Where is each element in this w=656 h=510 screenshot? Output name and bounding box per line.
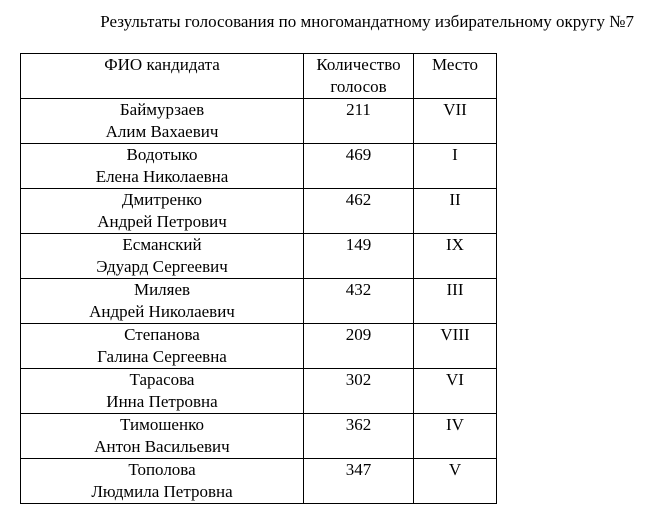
candidate-given-names: Алим Вахаевич — [105, 122, 219, 141]
candidate-given-names: Андрей Николаевич — [89, 302, 235, 321]
votes-cell: 302 — [304, 369, 414, 414]
table-row — [21, 324, 497, 369]
table-row — [21, 279, 497, 324]
header-place: Место — [414, 54, 497, 99]
votes-cell: 462 — [304, 189, 414, 234]
candidate-surname: Баймурзаев — [119, 100, 205, 119]
place-cell: I — [414, 144, 497, 189]
candidate-name-cell — [21, 459, 304, 504]
table-row — [21, 414, 497, 459]
page-title: Результаты голосования по многомандатному избирательному округу №7 — [100, 12, 634, 31]
place-cell: VI — [414, 369, 497, 414]
place-cell: IV — [414, 414, 497, 459]
candidate-given-names: Елена Николаевна — [95, 167, 229, 186]
header-votes — [304, 54, 414, 99]
table-row — [21, 99, 497, 144]
votes-cell: 347 — [304, 459, 414, 504]
place-cell: II — [414, 189, 497, 234]
table-row — [21, 459, 497, 504]
candidate-given-names: Инна Петровна — [106, 392, 218, 411]
candidate-name-cell — [21, 414, 304, 459]
candidate-name-cell — [21, 324, 304, 369]
table-row — [21, 234, 497, 279]
candidate-surname: Миляев — [133, 280, 191, 299]
header-votes-line2: голосов — [330, 77, 387, 96]
candidate-given-names: Людмила Петровна — [91, 482, 233, 501]
candidate-name-cell — [21, 279, 304, 324]
place-cell: VII — [414, 99, 497, 144]
header-row — [21, 54, 497, 99]
votes-cell: 149 — [304, 234, 414, 279]
place-cell: III — [414, 279, 497, 324]
candidate-given-names: Эдуард Сергеевич — [96, 257, 228, 276]
votes-cell: 211 — [304, 99, 414, 144]
place-cell: IX — [414, 234, 497, 279]
votes-cell: 432 — [304, 279, 414, 324]
place-cell: V — [414, 459, 497, 504]
candidate-name-cell — [21, 234, 304, 279]
candidate-surname: Тимошенко — [120, 415, 204, 434]
candidate-name-cell — [21, 189, 304, 234]
candidate-name-cell — [21, 99, 304, 144]
candidate-surname: Степанова — [124, 325, 200, 344]
candidate-name-cell — [21, 369, 304, 414]
candidate-surname: Дмитренко — [121, 190, 203, 209]
header-name: ФИО кандидата — [21, 54, 304, 99]
candidate-given-names: Андрей Петрович — [97, 212, 227, 231]
votes-cell: 362 — [304, 414, 414, 459]
table-row — [21, 189, 497, 234]
candidate-surname: Тополова — [128, 460, 196, 479]
candidate-surname: Тарасова — [129, 370, 195, 389]
results-table — [20, 53, 497, 504]
votes-cell: 209 — [304, 324, 414, 369]
table-row — [21, 144, 497, 189]
candidate-given-names: Галина Сергеевна — [97, 347, 227, 366]
header-votes-line1: Количество — [316, 55, 401, 74]
table-row — [21, 369, 497, 414]
candidate-name-cell — [21, 144, 304, 189]
place-cell: VIII — [414, 324, 497, 369]
table-body — [21, 99, 497, 504]
votes-cell: 469 — [304, 144, 414, 189]
candidate-given-names: Антон Васильевич — [94, 437, 230, 456]
candidate-surname: Водотыко — [126, 145, 198, 164]
candidate-surname: Есманский — [122, 235, 202, 254]
table-header — [21, 54, 497, 99]
